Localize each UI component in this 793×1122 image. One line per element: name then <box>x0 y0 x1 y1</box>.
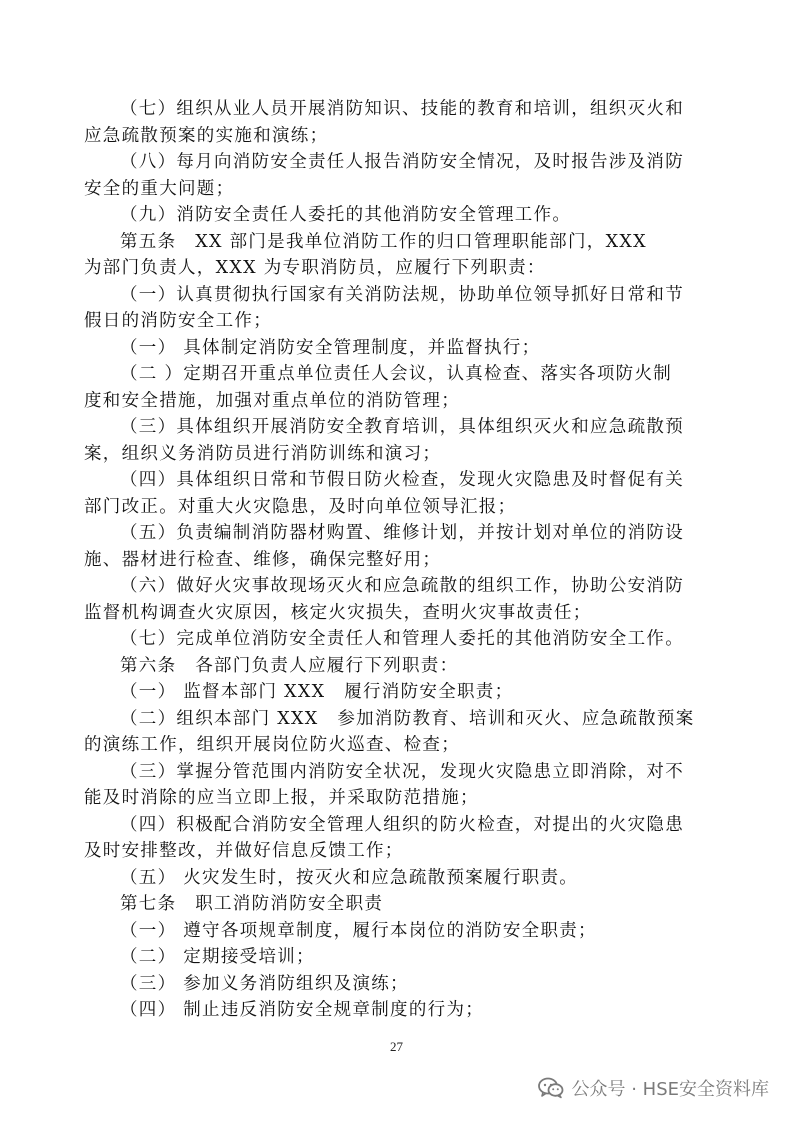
text-line: （八）每月向消防安全责任人报告消防安全情况，及时报告涉及消防 <box>120 152 684 172</box>
page-number: 27 <box>390 1039 403 1054</box>
text-line: （一）认真贯彻执行国家有关消防法规，协助单位领导抓好日常和节 <box>120 284 684 305</box>
text-line: （五） 火灾发生时，按灭火和应急疏散预案履行职责。 <box>120 867 579 888</box>
text-line: 及时安排整改，并做好信息反馈工作； <box>84 841 404 861</box>
text-line: （一） 监督本部门 XXX 履行消防安全职责； <box>120 682 514 702</box>
wechat-icon <box>538 1077 564 1099</box>
text-line: 第六条 各部门负责人应履行下列职责： <box>120 655 459 676</box>
text-line: 的演练工作，组织开展岗位防火巡查、检查； <box>84 735 460 755</box>
text-line: 度和安全措施，加强对重点单位的消防管理； <box>84 390 460 411</box>
text-line: （三）具体组织开展消防安全教育培训，具体组织灭火和应急疏散预 <box>120 417 684 437</box>
text-line: 第七条 职工消防消防安全职责 <box>120 894 384 914</box>
text-line: （七）完成单位消防安全责任人和管理人委托的其他消防安全工作。 <box>120 629 684 649</box>
text-line: （二 ）定期召开重点单位责任人会议，认真检查、落实各项防火制 <box>120 364 673 384</box>
text-line: 案，组织义务消防员进行消防训练和演习； <box>84 443 442 464</box>
text-line: 假日的消防安全工作； <box>84 311 272 331</box>
text-line: （七）组织从业人员开展消防知识、技能的教育和培训，组织灭火和 <box>120 99 684 119</box>
text-line: （四） 制止违反消防安全规章制度的行为； <box>120 1000 485 1020</box>
text-line: （三） 参加义务消防组织及演练； <box>120 973 409 994</box>
text-line: 部门改正。对重大火灾隐患，及时向单位领导汇报； <box>84 496 517 517</box>
text-line: （九）消防安全责任人委托的其他消防安全管理工作。 <box>120 205 572 225</box>
text-line: （四）具体组织日常和节假日防火检查，发现火灾隐患及时督促有关 <box>120 470 684 490</box>
text-line: 为部门负责人，XXX 为专职消防员，应履行下列职责： <box>84 258 546 278</box>
text-line: 施、器材进行检查、维修，确保完整好用； <box>84 549 442 570</box>
text-line: 应急疏散预案的实施和演练； <box>84 125 329 146</box>
text-line: （一） 遵守各项规章制度，履行本岗位的消防安全职责； <box>120 920 597 941</box>
watermark <box>538 1075 770 1101</box>
text-line: 监督机构调查火灾原因，核定火灾损失，查明火灾事故责任； <box>84 602 592 623</box>
document-body <box>84 96 714 1024</box>
text-line: （四）积极配合消防安全管理人组织的防火检查，对提出的火灾隐患 <box>120 814 684 835</box>
text-line: （三）掌握分管范围内消防安全状况，发现火灾隐患立即消除，对不 <box>120 761 684 782</box>
text-line: 能及时消除的应当立即上报，并采取防范措施； <box>84 788 479 808</box>
watermark-text: 公众号 · HSE安全资料库 <box>571 1079 769 1100</box>
text-line: （六）做好火灾事故现场灭火和应急疏散的组织工作，协助公安消防 <box>120 576 684 596</box>
text-line: （一） 具体制定消防安全管理制度，并监督执行； <box>120 337 541 358</box>
text-line: 安全的重大问题； <box>84 178 235 199</box>
text-line: （二） 定期接受培训； <box>120 947 315 967</box>
text-line: （五）负责编制消防器材购置、维修计划，并按计划对单位的消防设 <box>120 523 684 543</box>
text-line: （二）组织本部门 XXX 参加消防教育、培训和灭火、应急疏散预案 <box>120 708 695 729</box>
text-line: 第五条 XX 部门是我单位消防工作的归口管理职能部门，XXX <box>120 231 647 252</box>
